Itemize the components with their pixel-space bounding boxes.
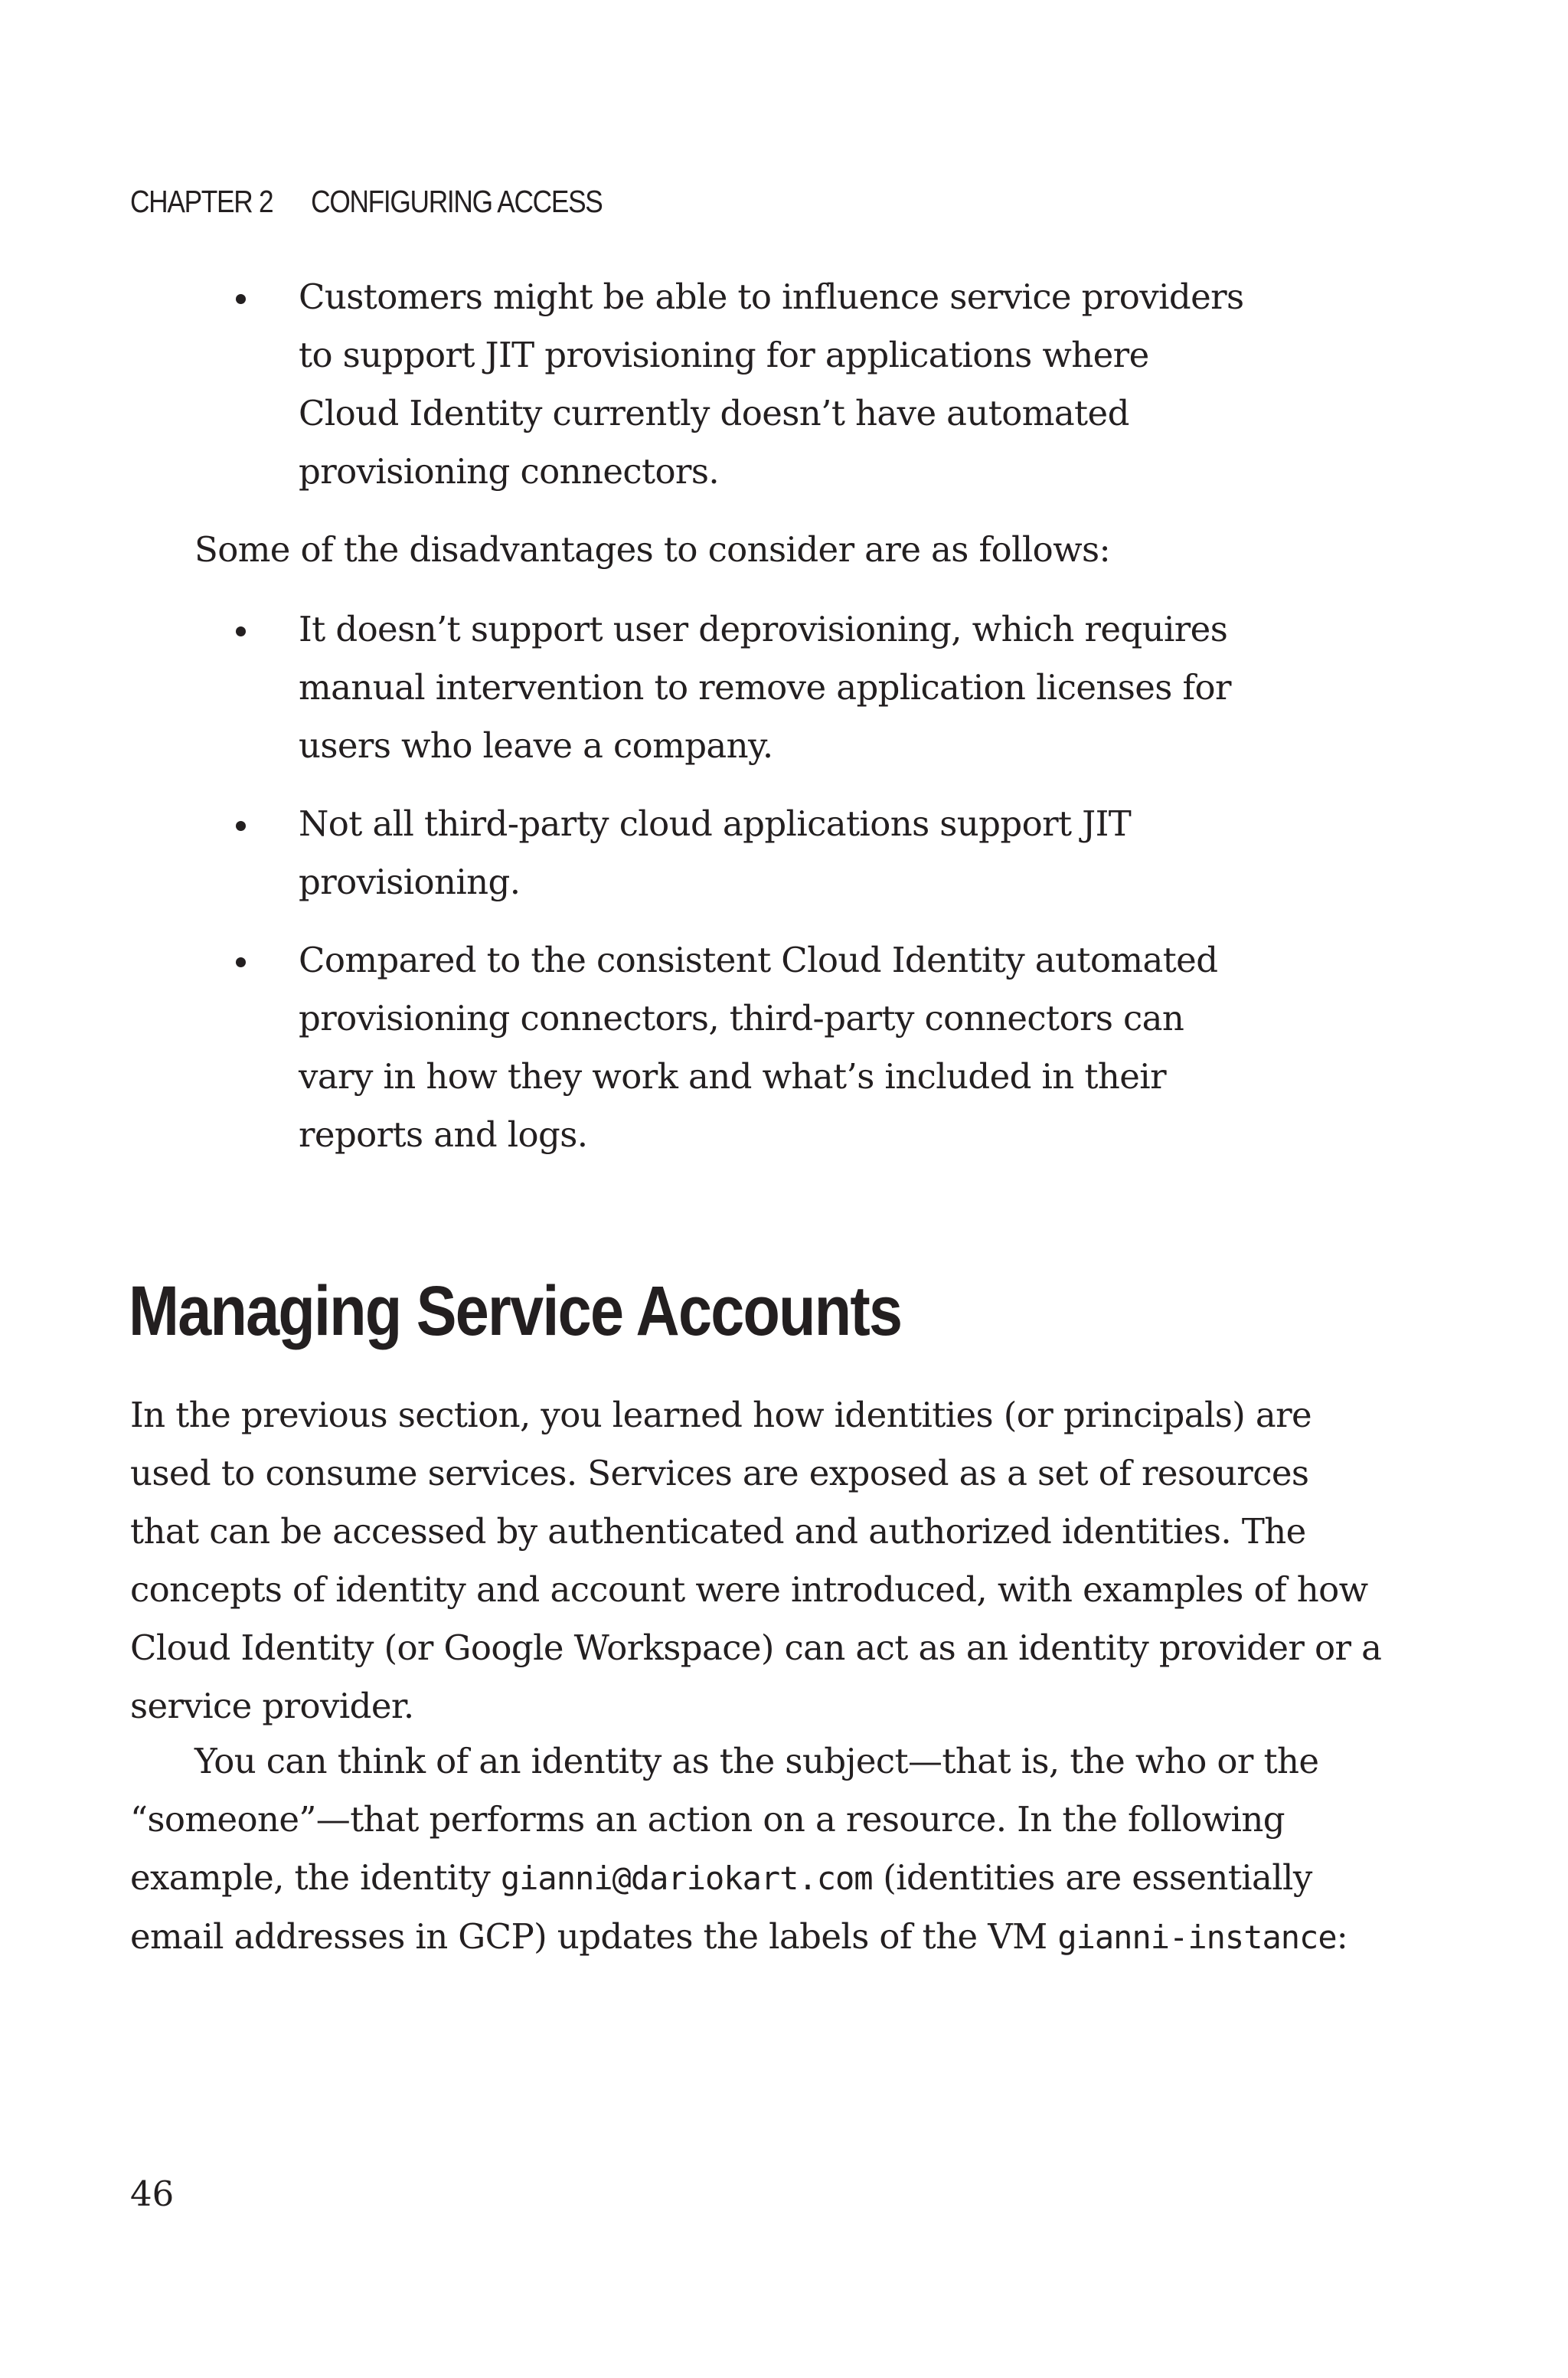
- list-item-text: Compared to the consistent Cloud Identity automated provisioning connectors, third-party connectors can vary in how they work and what’s included in their reports and logs.: [299, 940, 1218, 1155]
- disadvantages-list: [230, 600, 1256, 1184]
- page-number: 46: [130, 2174, 175, 2214]
- list-item: [230, 268, 1256, 501]
- bullet-icon: [236, 294, 246, 304]
- chapter-label: CHAPTER 2: [130, 184, 273, 219]
- running-head: [130, 184, 603, 220]
- chapter-title: CONFIGURING ACCESS: [311, 184, 603, 219]
- bullet-icon: [236, 957, 246, 967]
- list-item: [230, 600, 1256, 775]
- paragraph-text: :: [1336, 1916, 1348, 1957]
- bullet-icon: [236, 821, 246, 831]
- identity-code: gianni@dariokart.com: [500, 1860, 873, 1897]
- advantages-list: [230, 268, 1256, 521]
- list-item-text: Customers might be able to influence service providers to support JIT provisioning for applications where Cloud Identity currently doesn’t have automated provisioning connectors.: [299, 276, 1244, 492]
- list-item: [230, 795, 1256, 911]
- section-heading: Managing Service Accounts: [129, 1272, 902, 1350]
- disadvantages-intro: Some of the disadvantages to consider are as follows:: [194, 529, 1111, 570]
- paragraph-text: (identities are essentially email addresses in GCP) updates the labels of the VM: [130, 1857, 1312, 1957]
- section-paragraph: In the previous section, you learned how identities (or principals) are used to consume services. Services are exposed as a set of resources that can be accessed by authenticated and authorized identities. The concepts of identity and account were introduced, with examples of how Cloud Identity (or Google Workspace) can act as an identity provider or a service provider.: [130, 1395, 1382, 1726]
- vm-name-code: gianni-instance: [1057, 1918, 1337, 1956]
- list-item: [230, 931, 1256, 1164]
- list-item-text: It doesn’t support user deprovisioning, which requires manual intervention to remove application licenses for users who leave a company.: [299, 609, 1231, 766]
- paragraph-text: You can think of an identity as the subject—that is, the who or the “someone”—that performs an action on a resource. In the following example, the identity: [130, 1741, 1319, 1898]
- section-paragraph: [130, 1732, 1386, 1967]
- bullet-icon: [236, 626, 246, 636]
- list-item-text: Not all third-party cloud applications support JIT provisioning.: [299, 803, 1132, 902]
